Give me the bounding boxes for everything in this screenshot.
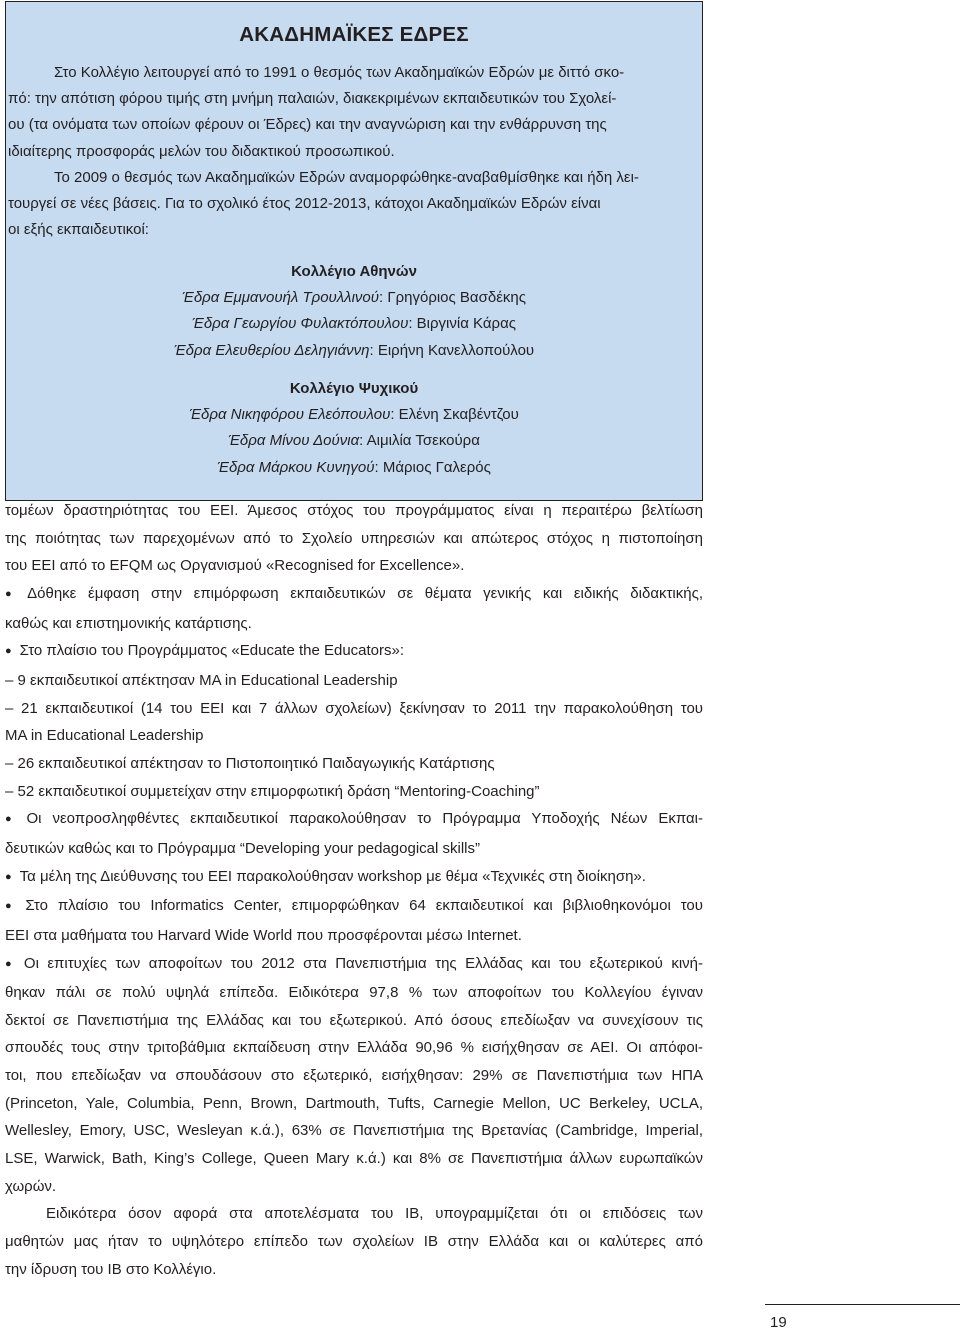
body-line: του ΕΕΙ από το EFQM ως Οργανισμού «Recognised for Excellence». [5, 557, 465, 575]
body-line: χωρών. [5, 1177, 57, 1195]
bullet-text: Τα μέλη της Διεύθυνσης του ΕΕΙ παρακολούθησαν workshop με θέμα «Τεχνικές στη διοίκηση». [19, 867, 646, 885]
chair-holder: : Βιργινία Κάρας [408, 315, 516, 333]
box-intro-paragraph-1 [6, 60, 702, 165]
intro-line: πό: την απότιση φόρου τιμής στη μνήμη παλαιών, διακεκριμένων εκπαιδευτικών του Σχολεί- [8, 90, 617, 108]
academic-chairs-box [5, 1, 703, 501]
bullet-icon [5, 585, 27, 602]
chair-entry [6, 402, 702, 428]
college-name: Κολλέγιο Ψυχικού [289, 380, 419, 397]
chair-name: Έδρα Νικηφόρου Ελεόπουλου [189, 406, 391, 424]
body-line: θηκαν πάλι σε πολύ υψηλά επίπεδα. Ειδικότερα 97,8 % των αποφοίτων του Κολλεγίου έγιναν [5, 984, 703, 1002]
body-line: την ίδρυση του IB στο Κολλέγιο. [5, 1260, 217, 1278]
chair-holder: : Αιμιλία Τσεκούρα [359, 432, 480, 450]
bullet-item [5, 863, 703, 893]
body-line: MA in Educational Leadership [5, 727, 204, 745]
intro-line: οι εξής εκπαιδευτικοί: [8, 221, 149, 239]
chair-name: Έδρα Γεωργίου Φυλακτόπουλου [192, 315, 409, 333]
chair-holder: : Γρηγόριος Βασδέκης [379, 289, 526, 307]
dash-item: – 21 εκπαιδευτικοί (14 του ΕΕΙ και 7 άλλων σχολείων) ξεκίνησαν το 2011 την παρακολούθηση του [5, 699, 703, 717]
chair-holder: : Ειρήνη Κανελλοπούλου [369, 341, 535, 359]
body-line: της ποιότητας των παρεχομένων από το Σχολείο υπηρεσιών και απώτερος στόχος η πιστοποίηση [5, 529, 703, 547]
dash-item: – 26 εκπαιδευτικοί απέκτησαν το Πιστοποιητικό Παιδαγωγικής Κατάρτισης [5, 754, 495, 772]
body-line: μαθητών μας ήταν το υψηλότερο επίπεδο των σχολείων IB στην Ελλάδα και οι καλύτερες από [5, 1233, 703, 1251]
chair-name: Έδρα Εμμανουήλ Τρουλλινού [182, 289, 379, 307]
chair-entry [6, 428, 702, 454]
dash-item: – 9 εκπαιδευτικοί απέκτησαν MA in Educational Leadership [5, 671, 398, 689]
chair-entry [6, 285, 702, 311]
main-body-text [5, 497, 703, 1283]
dash-item: – 52 εκπαιδευτικοί συμμετείχαν στην επιμορφωτική δράση “Mentoring-Coaching” [5, 782, 540, 800]
chair-entry [6, 338, 702, 364]
chair-entry [6, 311, 702, 337]
bullet-item [5, 892, 703, 922]
body-line: καθώς και επιστημονικής κατάρτισης. [5, 614, 252, 632]
body-line: σπουδές τους στην τριτοβάθμια εκπαίδευση στην Ελλάδα 90,96 % εισήχθησαν σε ΑΕΙ. Οι απόφοι- [5, 1039, 703, 1057]
college-name: Κολλέγιο Αθηνών [291, 263, 417, 280]
chair-name: Έδρα Μάρκου Κυνηγού [217, 458, 375, 476]
college-athens-section [6, 259, 702, 364]
body-line: ΕΕΙ στα μαθήματα του Harvard Wide World που προσφέρονται μέσω Internet. [5, 926, 522, 944]
bullet-text: Δόθηκε έμφαση στην επιμόρφωση εκπαιδευτικών σε θέματα γενικής και ειδικής διδακτικής, [27, 584, 703, 602]
bullet-icon [5, 868, 20, 885]
bullet-icon [5, 642, 20, 659]
body-line: LSE, Warwick, Bath, King’s College, Queen Mary κ.ά.) και 8% σε Πανεπιστήμια άλλων ευρωπαϊκών [5, 1150, 703, 1168]
intro-line: Στο Κολλέγιο λειτουργεί από το 1991 ο θεσμός των Ακαδημαϊκών Εδρών με διττό σκο- [54, 64, 625, 81]
chair-name: Έδρα Μίνου Δούνια [228, 432, 360, 450]
intro-line: ου (τα ονόματα των οποίων φέρουν οι Έδρες) και την αναγνώριση και την ενθάρρυνση της [8, 116, 607, 134]
bullet-item [5, 805, 703, 835]
college-psychiko-section [6, 376, 702, 481]
bullet-text: Οι νεοπροσληφθέντες εκπαιδευτικοί παρακολούθησαν το Πρόγραμμα Υποδοχής Νέων Εκπαι- [26, 810, 703, 828]
page-number: 19 [770, 1314, 787, 1331]
bullet-icon [5, 955, 24, 972]
chair-holder: : Ελένη Σκαβέντζου [390, 406, 519, 424]
box-title: ΑΚΑΔΗΜΑΪΚΕΣ ΕΔΡΕΣ [239, 23, 469, 46]
bullet-text: Οι επιτυχίες των αποφοίτων του 2012 στα Πανεπιστήμια της Ελλάδας και του εξωτερικού κινή- [23, 954, 703, 972]
bullet-item [5, 637, 703, 667]
intro-line: ιδιαίτερης προσφοράς μελών του διδακτικού προσωπικού. [8, 142, 395, 160]
body-line: δεκτοί σε Πανεπιστήμια της Ελλάδας και του εξωτερικού. Από όσους επεδίωξαν να συνεχίσουν τις [5, 1011, 703, 1029]
body-line: (Princeton, Yale, Columbia, Penn, Brown, Dartmouth, Tufts, Carnegie Mellon, UC Berkeley, UCLA, [5, 1094, 703, 1112]
chair-name: Έδρα Ελευθερίου Δεληγιάννη [173, 341, 370, 359]
body-line: Ειδικότερα όσον αφορά στα αποτελέσματα του IB, υπογραμμίζεται ότι οι επιδόσεις των [46, 1205, 703, 1223]
intro-line: τουργεί σε νέες βάσεις. Για το σχολικό έτος 2012-2013, κάτοχοι Ακαδημαϊκών Εδρών είναι [8, 195, 601, 213]
bullet-text: Στο πλαίσιο του Informatics Center, επιμορφώθηκαν 64 εκπαιδευτικοί και βιβλιοθηκονόμοι του [25, 897, 703, 915]
chair-entry [6, 455, 702, 481]
bullet-icon [5, 897, 25, 914]
chair-holder: : Μάριος Γαλερός [374, 458, 491, 476]
body-line: τοι, που επεδίωξαν να σπουδάσουν στο εξωτερικό, εισήχθησαν: 29% σε Πανεπιστήμια των ΗΠΑ [5, 1067, 703, 1085]
box-intro-paragraph-2 [6, 165, 702, 244]
footer-divider [765, 1304, 960, 1305]
bullet-item [5, 580, 703, 610]
bullet-text: Στο πλαίσιο του Προγράμματος «Educate the Educators»: [19, 642, 405, 660]
bullet-item [5, 950, 703, 980]
intro-line: Το 2009 ο θεσμός των Ακαδημαϊκών Εδρών αναμορφώθηκε-αναβαθμίσθηκε και ήδη λει- [54, 169, 639, 186]
bullet-icon [5, 810, 26, 827]
body-line: δευτικών καθώς και το Πρόγραμμα “Developing your pedagogical skills” [5, 839, 481, 857]
body-line: τομέων δραστηριότητας του ΕΕΙ. Άμεσος στόχος του προγράμματος είναι η περαιτέρω βελτίωση [5, 502, 703, 519]
body-line: Wellesley, Emory, USC, Wesleyan κ.ά.), 63% σε Πανεπιστήμια της Βρετανίας (Cambridge, Imperial, [5, 1122, 703, 1140]
